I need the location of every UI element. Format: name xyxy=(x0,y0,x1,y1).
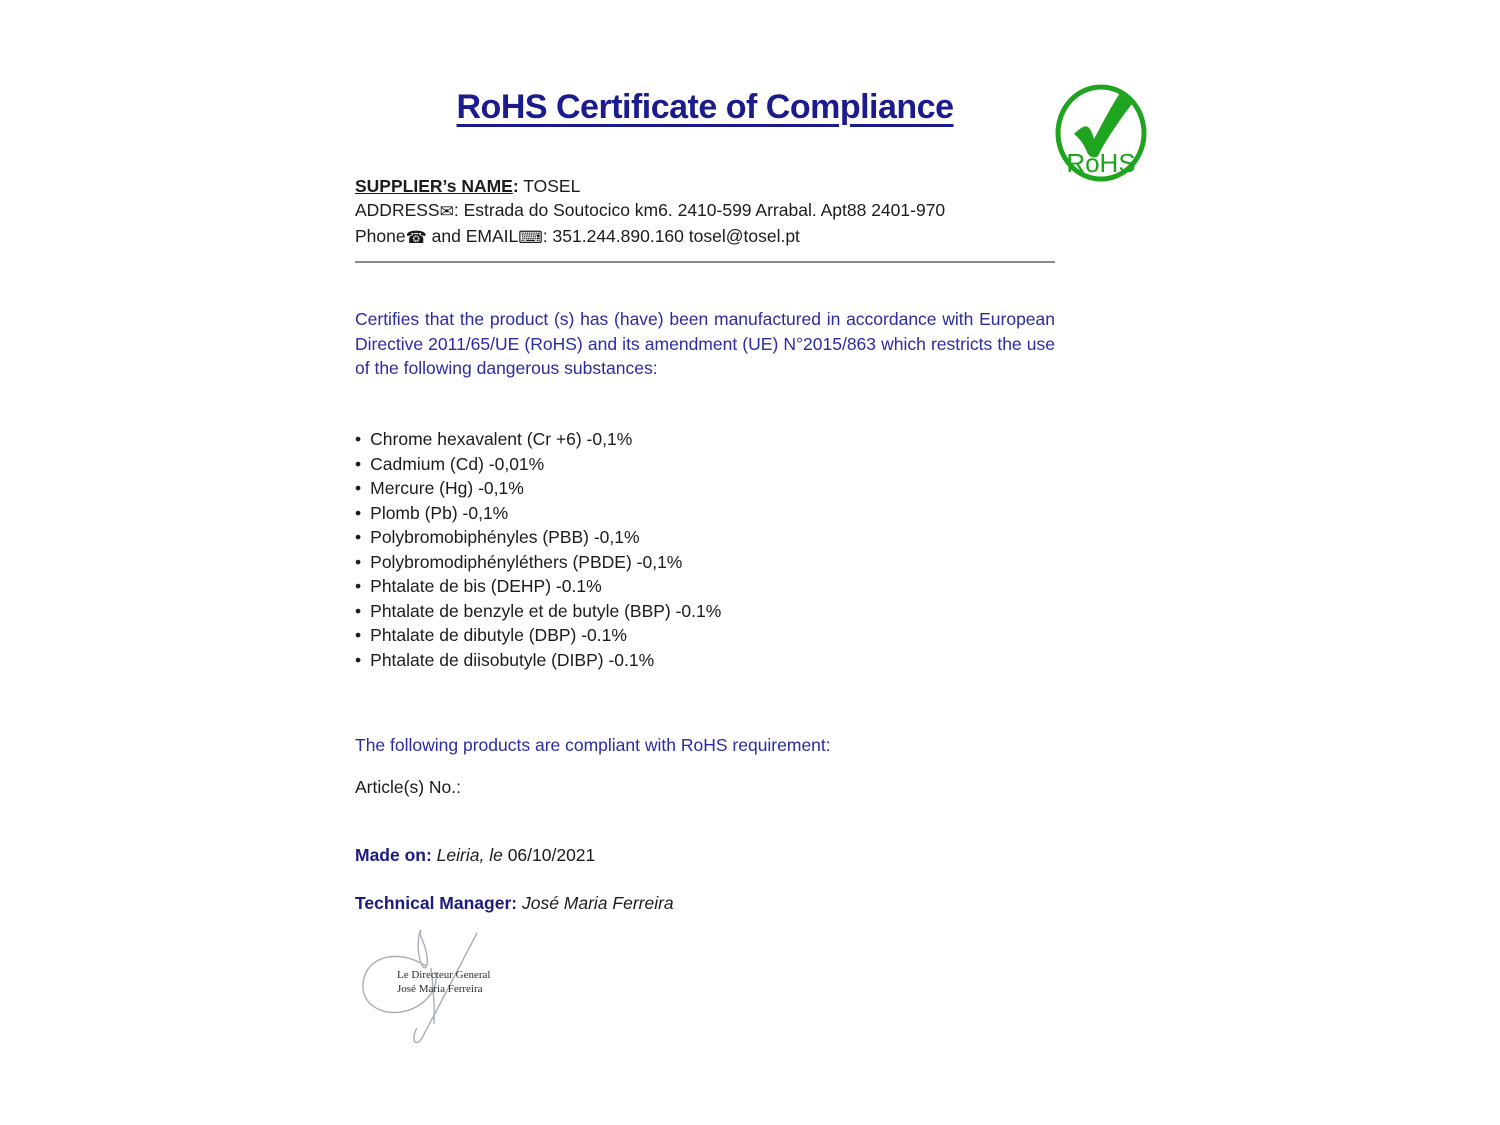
address-value: : Estrada do Soutocico km6. 2410-599 Arrabal. Apt88 2401-970 xyxy=(453,200,946,220)
made-on-place: Leiria, le xyxy=(431,845,503,865)
supplier-name-value: TOSEL xyxy=(518,176,581,196)
list-item: • Cadmium (Cd) -0,01% xyxy=(355,452,1055,477)
supplier-name-line xyxy=(355,174,1115,198)
list-item: • Polybromodiphényléthers (PBDE) -0,1% xyxy=(355,550,1055,575)
compliance-statement: The following products are compliant with RoHS requirement: xyxy=(355,735,831,755)
supplier-address-line xyxy=(355,198,1115,224)
horizontal-divider xyxy=(355,261,1055,263)
list-item: • Phtalate de diisobutyle (DIBP) -0.1% xyxy=(355,648,1055,673)
signature-title: Le Directeur General xyxy=(397,969,491,981)
computer-icon: ⌨ xyxy=(518,228,543,247)
technical-manager-name: José Maria Ferreira xyxy=(517,893,674,913)
page-title: RoHS Certificate of Compliance xyxy=(456,88,954,126)
envelope-icon: ✉ xyxy=(439,202,454,221)
list-item: • Polybromobiphényles (PBB) -0,1% xyxy=(355,525,1055,550)
phone-icon: ☎ xyxy=(405,228,427,247)
supplier-name-colon: : xyxy=(512,176,519,196)
phone-label: Phone xyxy=(355,226,406,246)
list-item: • Phtalate de dibutyle (DBP) -0.1% xyxy=(355,623,1055,648)
list-item: • Phtalate de benzyle et de butyle (BBP) -0.1% xyxy=(355,599,1055,624)
email-label: and EMAIL xyxy=(426,226,519,246)
list-item: • Plomb (Pb) -0,1% xyxy=(355,501,1055,526)
technical-manager-label: Technical Manager: xyxy=(355,893,518,913)
contact-value: : 351.244.890.160 tosel@tosel.pt xyxy=(542,226,800,246)
list-item: • Phtalate de bis (DEHP) -0.1% xyxy=(355,574,1055,599)
certification-statement: Certifies that the product (s) has (have) been manufactured in accordance with European Directive 2011/65/UE (RoHS) and its amendment (UE) N°2015/863 which restricts the use of the following dangerous substances: xyxy=(355,309,1055,378)
rohs-logo xyxy=(1053,83,1149,183)
made-on-date: 06/10/2021 xyxy=(502,845,596,865)
signature-name: José Maria Ferreira xyxy=(397,983,483,995)
supplier-info xyxy=(355,174,1115,250)
list-item: • Mercure (Hg) -0,1% xyxy=(355,476,1055,501)
rohs-logo-label: RoHS xyxy=(1066,148,1136,178)
supplier-name-label: SUPPLIER’s NAME xyxy=(355,176,513,196)
made-on-label: Made on: xyxy=(355,845,432,865)
supplier-contact-line xyxy=(355,224,1115,250)
list-item: • Chrome hexavalent (Cr +6) -0,1% xyxy=(355,427,1055,452)
address-label: ADDRESS xyxy=(355,200,440,220)
substance-list xyxy=(355,427,1055,672)
signature xyxy=(340,910,640,1080)
made-on-line xyxy=(355,845,1055,866)
article-number-label: Article(s) No.: xyxy=(355,777,461,797)
